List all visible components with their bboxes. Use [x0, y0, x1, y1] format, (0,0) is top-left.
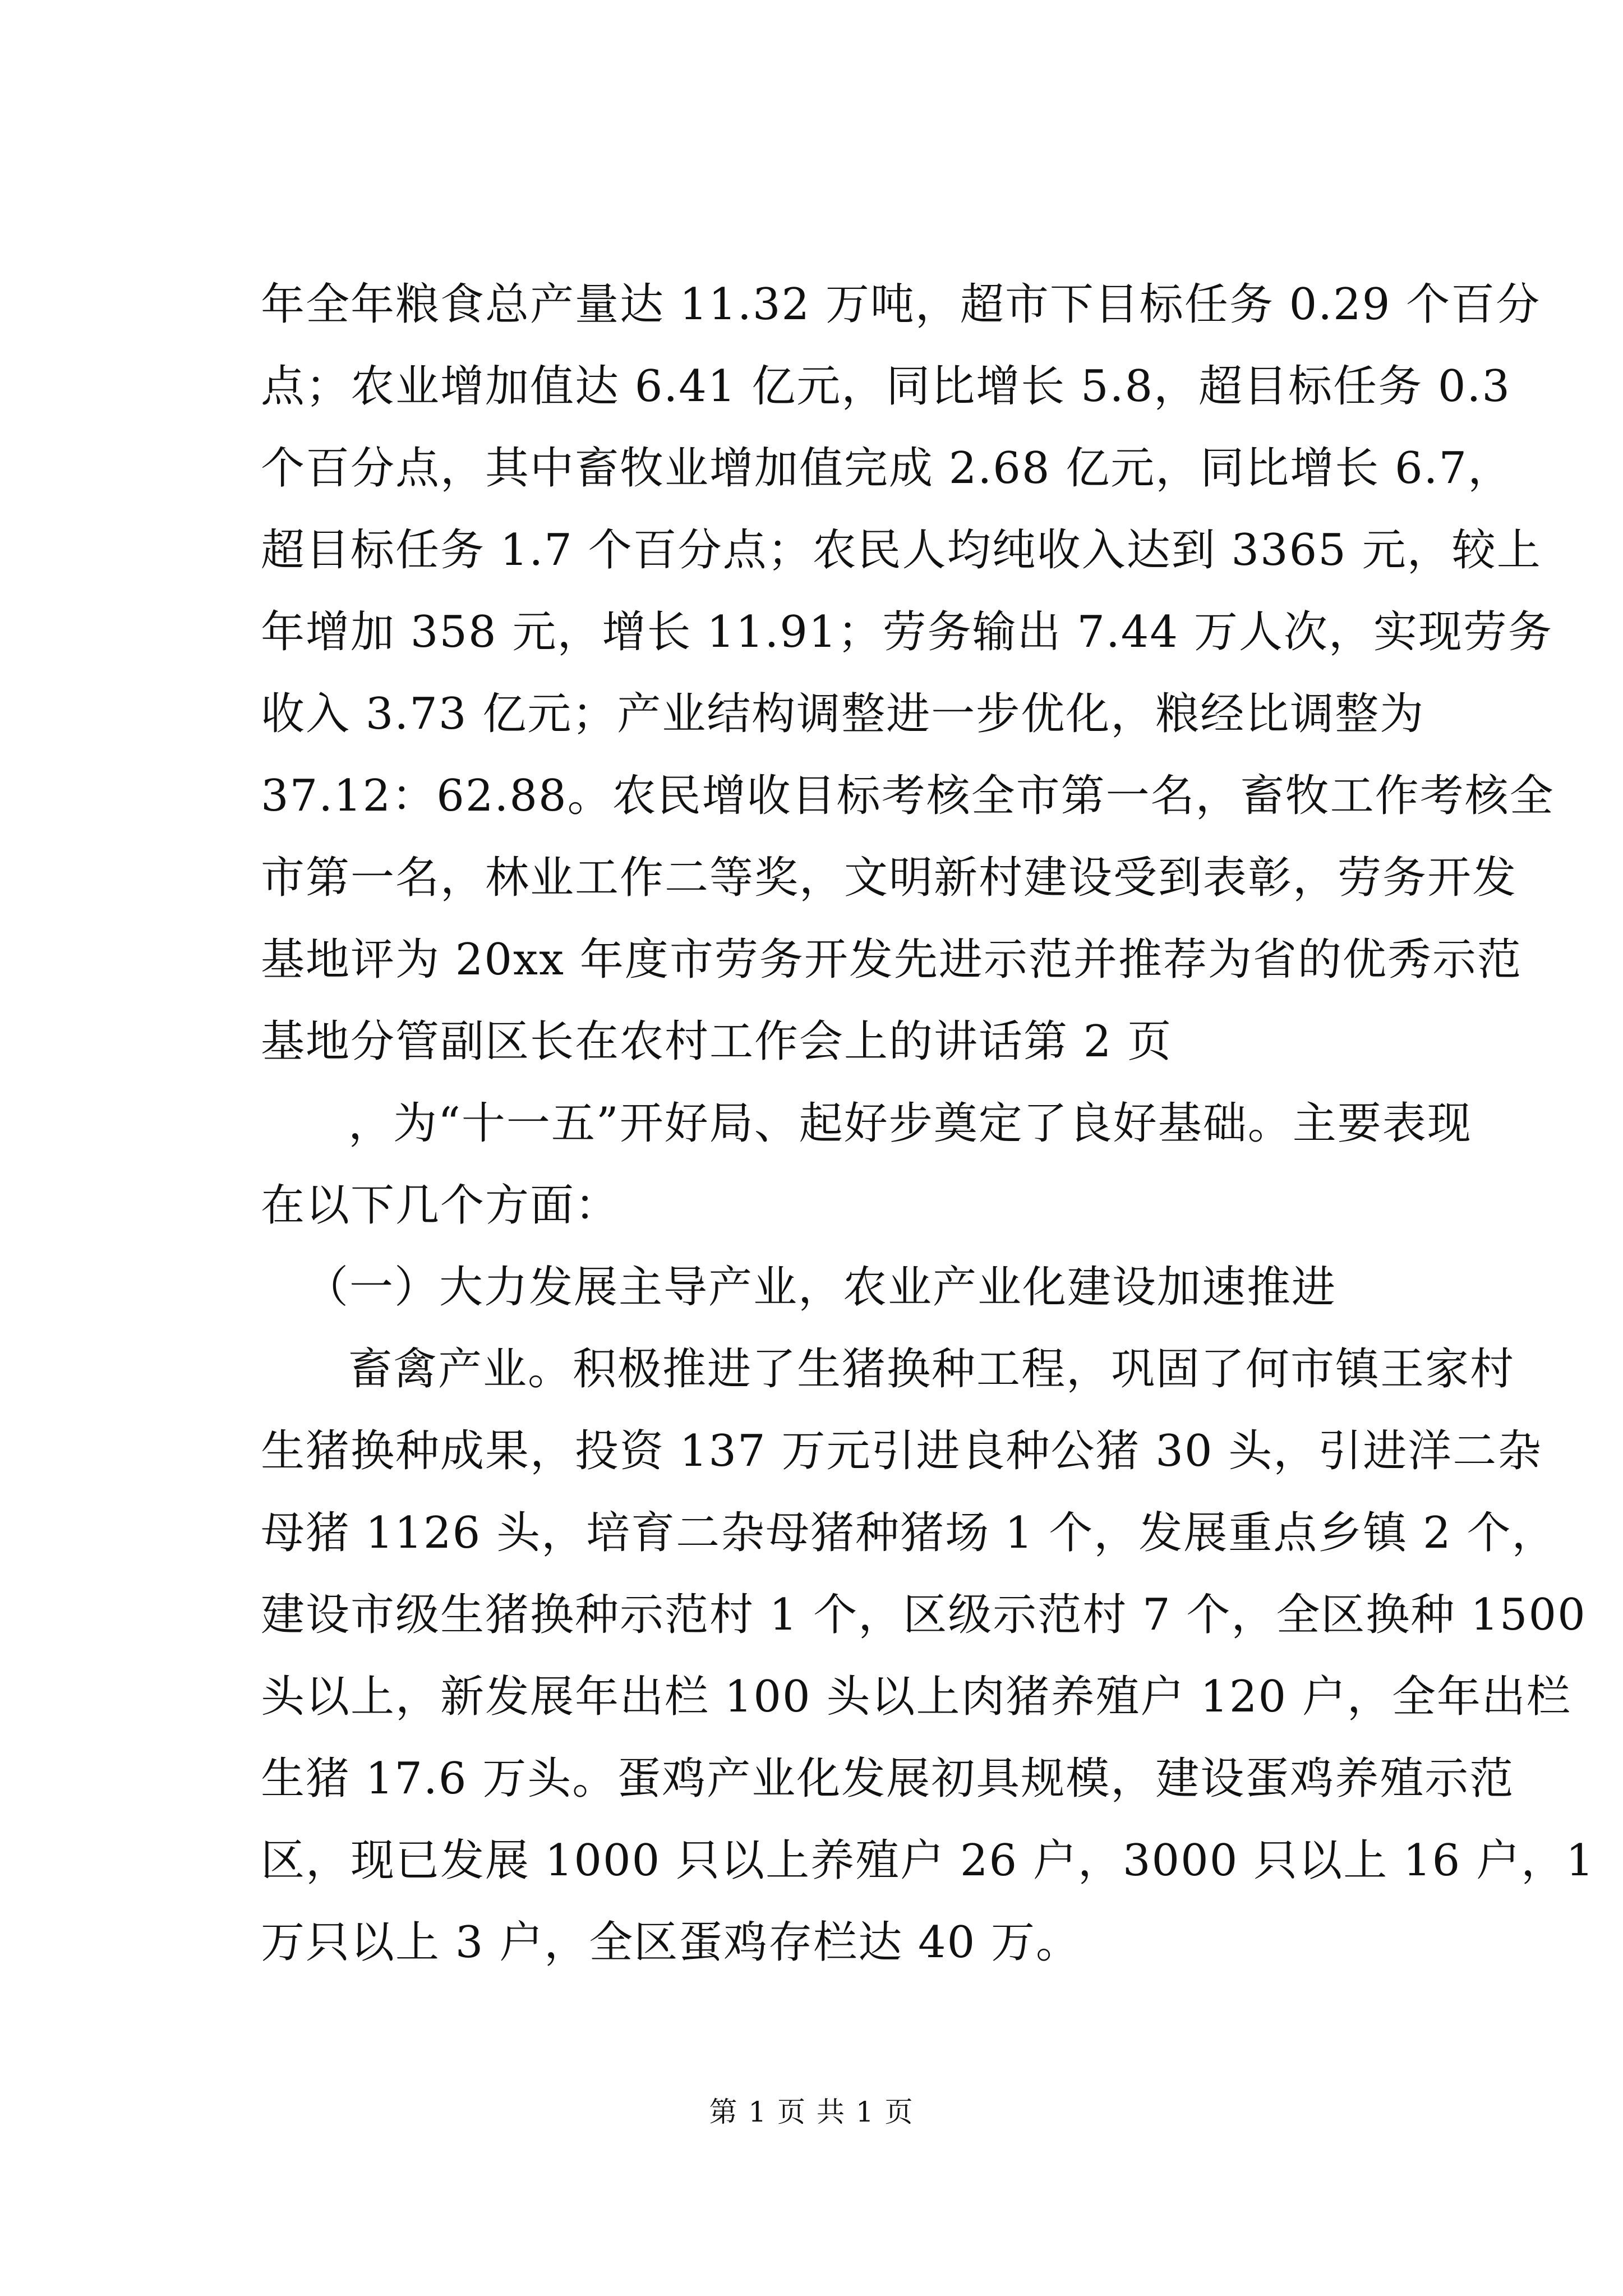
body-line-9: 基地评为 20xx 年度市劳务开发先进示范并推荐为省的优秀示范 [261, 935, 1522, 985]
body-line-14: 畜禽产业。积极推进了生猪换种工程，巩固了何市镇王家村 [348, 1344, 1515, 1395]
body-line-11: ，为“十一五”开好局、起好步奠定了良好基础。主要表现 [348, 1098, 1472, 1149]
body-line-3: 个百分点，其中畜牧业增加值完成 2.68 亿元，同比增长 6.7， [261, 443, 1513, 494]
body-line-4: 超目标任务 1.7 个百分点；农民人均纯收入达到 3365 元，较上 [261, 525, 1542, 576]
body-line-20: 区，现已发展 1000 只以上养殖户 26 户，3000 只以上 16 户，1 [261, 1835, 1595, 1886]
body-line-15: 生猪换种成果，投资 137 万元引进良种公猪 30 头，引进洋二杂 [261, 1426, 1543, 1476]
body-line-7: 37.12：62.88。农民增收目标考核全市第一名，畜牧工作考核全 [261, 771, 1555, 821]
section-heading: （一）大力发展主导产业，农业产业化建设加速推进 [305, 1262, 1337, 1313]
body-line-17: 建设市级生猪换种示范村 1 个，区级示范村 7 个，全区换种 1500 [261, 1590, 1587, 1640]
body-line-18: 头以上，新发展年出栏 100 头以上肉猪养殖户 120 户，全年出栏 [261, 1672, 1571, 1722]
document-body [261, 264, 1595, 2003]
body-line-8: 市第一名，林业工作二等奖，文明新村建设受到表彰，劳务开发 [261, 853, 1518, 903]
body-line-10: 基地分管副区长在农村工作会上的讲话第 2 页 [261, 1016, 1173, 1067]
body-line-19: 生猪 17.6 万头。蛋鸡产业化发展初具规模，建设蛋鸡养殖示范 [261, 1754, 1515, 1804]
body-line-21: 万只以上 3 户，全区蛋鸡存栏达 40 万。 [261, 1917, 1081, 1968]
body-line-2: 点；农业增加值达 6.41 亿元，同比增长 5.8，超目标任务 0.3 [261, 361, 1511, 412]
body-line-1: 年全年粮食总产量达 11.32 万吨，超市下目标任务 0.29 个百分 [261, 279, 1541, 330]
body-line-6: 收入 3.73 亿元；产业结构调整进一步优化，粮经比调整为 [261, 689, 1425, 739]
page-footer: 第 1 页 共 1 页 [709, 2096, 914, 2128]
body-line-12: 在以下几个方面： [261, 1180, 620, 1231]
body-line-5: 年增加 358 元，增长 11.91；劳务输出 7.44 万人次，实现劳务 [261, 607, 1553, 657]
body-line-16: 母猪 1126 头，培育二杂母猪种猪场 1 个，发展重点乡镇 2 个， [261, 1508, 1557, 1558]
